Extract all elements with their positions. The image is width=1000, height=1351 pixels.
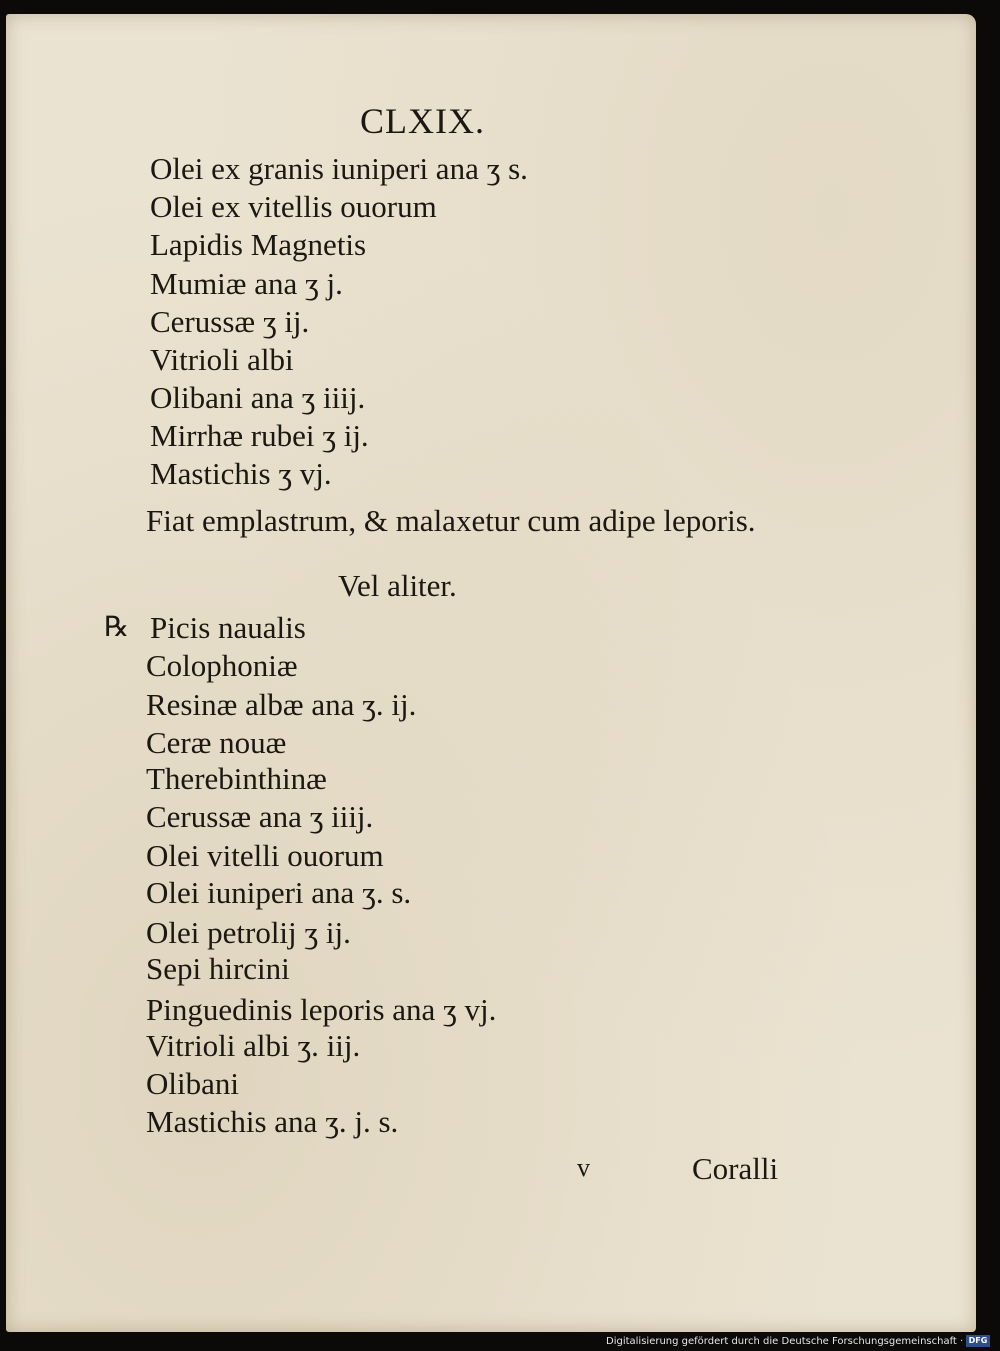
text-line: Olibani <box>146 1066 239 1101</box>
text-line: Lapidis Magnetis <box>150 227 367 262</box>
text-line: Picis naualis <box>150 610 306 645</box>
text-line: Olei vitelli ouorum <box>146 838 384 873</box>
digitization-credit: Digitalisierung gefördert durch die Deutsche Forschungsgemeinschaft · <box>606 1336 964 1347</box>
text-line: Colophoniæ <box>146 648 298 683</box>
text-line: Cerussæ ʒ ij. <box>150 304 310 339</box>
text-line: Cerussæ ana ʒ iiij. <box>146 799 374 834</box>
catchword: Coralli <box>692 1151 779 1186</box>
text-line: Olei ex granis iuniperi ana ʒ s. <box>150 151 528 186</box>
text-line: Resinæ albæ ana ʒ. ij. <box>146 687 417 722</box>
text-line: Vitrioli albi <box>150 342 294 377</box>
text-line: Fiat emplastrum, & malaxetur cum adipe leporis. <box>146 503 756 538</box>
text-line: Therebinthinæ <box>146 761 327 796</box>
text-line: Mirrhæ rubei ʒ ij. <box>150 418 369 453</box>
text-line: Olibani ana ʒ iiij. <box>150 380 366 415</box>
text-line: Olei iuniperi ana ʒ. s. <box>146 875 412 910</box>
recipe-sign-icon: ℞ <box>104 612 130 643</box>
text-line: Sepi hircini <box>146 951 290 986</box>
text-line: Ceræ nouæ <box>146 725 287 760</box>
text-line: Mastichis ana ʒ. j. s. <box>146 1104 399 1139</box>
text-line: Olei petrolij ʒ ij. <box>146 915 351 950</box>
section-subheading: Vel aliter. <box>338 568 457 603</box>
text-line: Olei ex vitellis ouorum <box>150 189 437 224</box>
text-line: Mumiæ ana ʒ j. <box>150 266 343 301</box>
signature-mark: v <box>577 1153 590 1182</box>
dfg-logo-icon: DFG <box>966 1335 990 1347</box>
page-number-header: CLXIX. <box>360 101 485 141</box>
text-line: Pinguedinis leporis ana ʒ vj. <box>146 992 497 1027</box>
text-line: Mastichis ʒ vj. <box>150 456 332 491</box>
text-line: Vitrioli albi ʒ. iij. <box>146 1028 361 1063</box>
